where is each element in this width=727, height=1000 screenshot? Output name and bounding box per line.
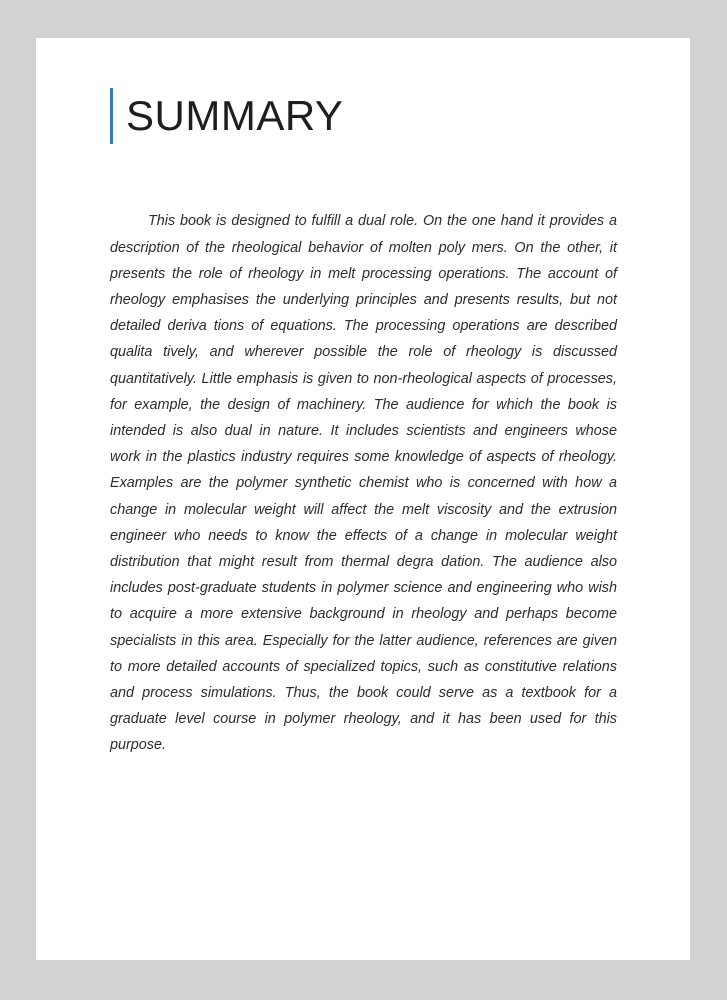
heading-block: [110, 88, 343, 144]
document-page: [36, 38, 690, 960]
summary-paragraph: This book is designed to fulfill a dual role. On the one hand it provides a description of the rheological behavior of molten poly mers. On the other, it presents the role of rheology in melt processing operations. The account of rheology emphasises the underlying principles and presents results, but not detailed deriva tions of equations. The processing operations are described qualita tively, and wherever possible the role of rheology is discussed quantitatively. Little emphasis is given to non-rheological aspects of processes, for example, the design of machinery. The audience for which the book is intended is also dual in nature. It includes scientists and engineers whose work in the plastics industry requires some knowledge of aspects of rheology. Examples are the polymer synthetic chemist who is concerned with how a change in molecular weight will affect the melt viscosity and the extrusion engineer who needs to know the effects of a change in molecular weight distribution that might result from thermal degra dation. The audience also includes post-graduate students in polymer science and engineering who wish to acquire a more extensive background in rheology and perhaps become specialists in this area. Especially for the latter audience, references are given to more detailed accounts of specialized topics, such as constitutive relations and process simulations. Thus, the book could serve as a textbook for a graduate level course in polymer rheology, and it has been used for this purpose.: [110, 213, 617, 754]
page-title: SUMMARY: [126, 92, 344, 139]
